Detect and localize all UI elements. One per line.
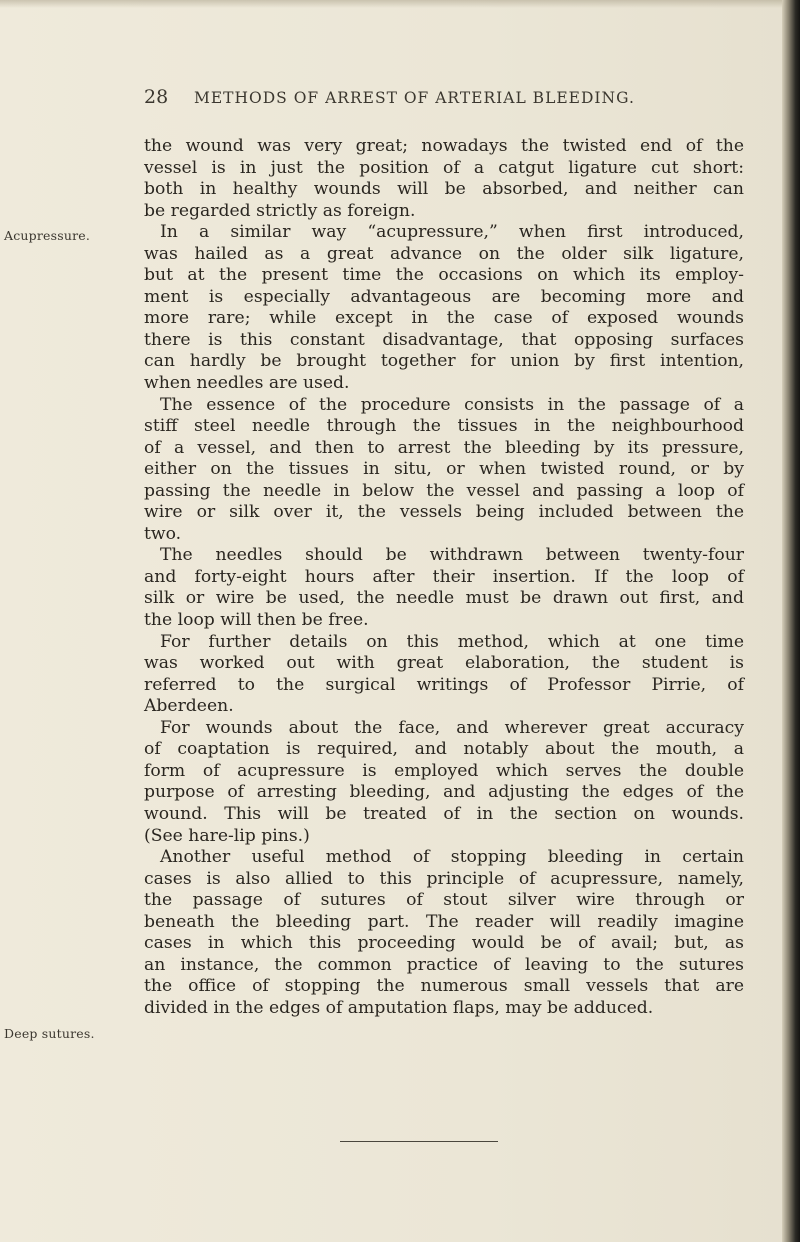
text-line: either on the tissues in situ, or when twisted round, or by bbox=[144, 459, 744, 480]
page-number: 28 bbox=[144, 86, 169, 108]
text-line: the office of stopping the numerous small vessels that are bbox=[144, 976, 744, 997]
text-line: an instance, the common practice of leaving to the sutures bbox=[144, 954, 744, 975]
text-line: there is this constant disadvantage, that opposing surfaces bbox=[144, 329, 744, 350]
body-text bbox=[144, 136, 744, 1019]
text-line: of a vessel, and then to arrest the bleeding by its pressure, bbox=[144, 437, 744, 458]
running-head-title: METHODS OF ARREST OF ARTERIAL BLEEDING. bbox=[194, 89, 635, 107]
text-line: was hailed as a great advance on the older silk ligature, bbox=[144, 243, 744, 264]
text-line: For further details on this method, which at one time bbox=[160, 631, 744, 652]
text-line: cases in which this proceeding would be of avail; but, as bbox=[144, 933, 744, 954]
text-line: can hardly be brought together for union by first intention, bbox=[144, 351, 744, 372]
text-line: silk or wire be used, the needle must be drawn out first, and bbox=[144, 588, 744, 609]
sidenote-acupressure: Acupressure. bbox=[4, 228, 91, 243]
text-line: Another useful method of stopping bleeding in certain bbox=[160, 847, 744, 868]
page-top-shadow bbox=[0, 0, 800, 8]
text-line: and forty-eight hours after their insertion. If the loop of bbox=[144, 566, 744, 587]
text-line: purpose of arresting bleeding, and adjusting the edges of the bbox=[144, 782, 744, 803]
text-line: passing the needle in below the vessel and passing a loop of bbox=[144, 480, 744, 501]
text-line: The needles should be withdrawn between twenty-four bbox=[160, 545, 744, 566]
text-line: was worked out with great elaboration, the student is bbox=[144, 653, 744, 674]
running-head bbox=[144, 86, 744, 110]
text-line: form of acupressure is employed which serves the double bbox=[144, 760, 744, 781]
text-line: more rare; while except in the case of exposed wounds bbox=[144, 308, 744, 329]
text-line: beneath the bleeding part. The reader will readily imagine bbox=[144, 911, 744, 932]
text-line: both in healthy wounds will be absorbed, and neither can bbox=[144, 179, 744, 200]
text-line: referred to the surgical writings of Professor Pirrie, of bbox=[144, 674, 744, 695]
text-line: wire or silk over it, the vessels being included between the bbox=[144, 502, 744, 523]
text-line: Aberdeen. bbox=[144, 696, 234, 717]
text-line: For wounds about the face, and wherever great accuracy bbox=[160, 717, 744, 738]
text-line: ment is especially advantageous are becoming more and bbox=[144, 286, 744, 307]
sidenote-deep-sutures: Deep sutures. bbox=[4, 1026, 95, 1041]
text-line: when needles are used. bbox=[144, 373, 350, 394]
text-line: (See hare-lip pins.) bbox=[144, 825, 310, 846]
text-line: but at the present time the occasions on which its employ- bbox=[144, 265, 744, 286]
text-line: vessel is in just the position of a catgut ligature cut short: bbox=[144, 157, 744, 178]
text-line: divided in the edges of amputation flaps, may be adduced. bbox=[144, 997, 654, 1018]
text-line: cases is also allied to this principle of acupressure, namely, bbox=[144, 868, 744, 889]
text-line: the passage of sutures of stout silver wire through or bbox=[144, 890, 744, 911]
page-binding-edge bbox=[782, 0, 800, 1242]
text-line: In a similar way “acupressure,” when first introduced, bbox=[160, 222, 744, 243]
text-line: wound. This will be treated of in the section on wounds. bbox=[144, 803, 744, 824]
footer-rule bbox=[340, 1141, 498, 1142]
text-line: two. bbox=[144, 523, 182, 544]
text-line: the loop will then be free. bbox=[144, 610, 369, 631]
text-line: The essence of the procedure consists in the passage of a bbox=[160, 394, 744, 415]
text-line: the wound was very great; nowadays the twisted end of the bbox=[144, 136, 744, 156]
text-line: stiff steel needle through the tissues in the neighbourhood bbox=[144, 416, 744, 437]
text-line: of coaptation is required, and notably about the mouth, a bbox=[144, 739, 744, 760]
text-line: be regarded strictly as foreign. bbox=[144, 200, 416, 221]
